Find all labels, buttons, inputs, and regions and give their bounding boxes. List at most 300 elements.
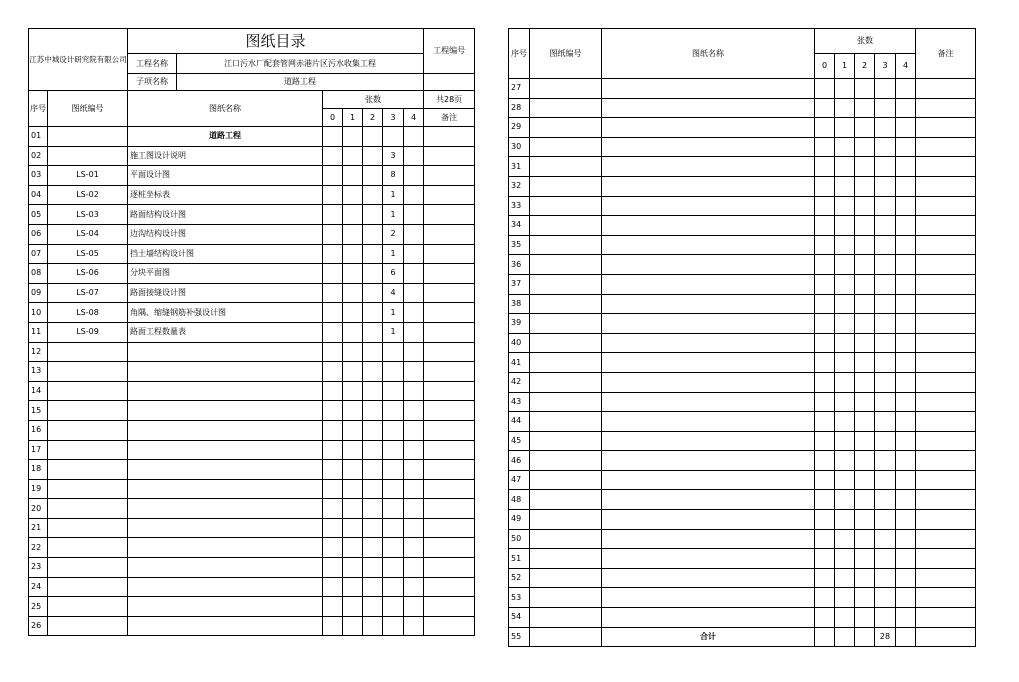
row-sheet-count-0 <box>323 342 343 362</box>
row-drawing-no <box>530 118 602 138</box>
row-drawing-name <box>128 479 323 499</box>
row-sheet-count-3 <box>875 137 896 157</box>
row-sheet-count-2 <box>855 294 875 314</box>
drawing-no-header-right: 图纸编号 <box>530 29 602 79</box>
row-sheet-count-3: 4 <box>383 283 404 303</box>
row-sheet-count-2 <box>855 353 875 373</box>
row-sheet-count-0 <box>323 166 343 186</box>
row-sheet-count-3 <box>875 274 896 294</box>
row-drawing-name <box>602 510 815 530</box>
row-drawing-name: 施工图设计说明 <box>128 146 323 166</box>
row-sheet-count-4 <box>404 616 424 636</box>
row-sheet-count-0 <box>815 529 835 549</box>
row-sheet-count-3 <box>383 127 404 147</box>
row-sheet-count-1 <box>835 470 855 490</box>
row-remark <box>424 224 475 244</box>
table-row <box>509 118 976 138</box>
row-seq: 38 <box>509 294 530 314</box>
row-sheet-count-3 <box>383 420 404 440</box>
row-sheet-count-3 <box>875 412 896 432</box>
row-sheet-count-4 <box>896 216 916 236</box>
row-sheet-count-2 <box>363 440 383 460</box>
row-sheet-count-4 <box>404 577 424 597</box>
page-title: 图纸目录 <box>128 29 424 54</box>
table-row <box>509 451 976 471</box>
row-sheet-count-1 <box>343 362 363 382</box>
row-sheet-count-2 <box>363 616 383 636</box>
sheet-digit-3-right: 3 <box>875 54 896 79</box>
row-remark <box>424 499 475 519</box>
row-drawing-name <box>602 314 815 334</box>
row-sheet-count-0 <box>323 558 343 578</box>
row-sheet-count-2 <box>855 255 875 275</box>
row-drawing-no: LS-03 <box>48 205 128 225</box>
row-drawing-name: 合计 <box>602 627 815 647</box>
row-sheet-count-4 <box>404 146 424 166</box>
row-sheet-count-3 <box>875 431 896 451</box>
row-remark <box>916 294 976 314</box>
row-seq: 25 <box>29 597 48 617</box>
row-seq: 49 <box>509 510 530 530</box>
row-seq: 01 <box>29 127 48 147</box>
row-sheet-count-3 <box>383 499 404 519</box>
row-remark <box>916 255 976 275</box>
row-seq: 47 <box>509 470 530 490</box>
row-sheet-count-0 <box>815 470 835 490</box>
drawing-index-table-right <box>508 28 976 647</box>
row-sheet-count-2 <box>855 157 875 177</box>
row-drawing-name <box>602 529 815 549</box>
row-drawing-no <box>48 460 128 480</box>
row-sheet-count-0 <box>815 353 835 373</box>
row-sheet-count-2 <box>363 420 383 440</box>
row-sheet-count-1 <box>835 98 855 118</box>
sheet-digit-0-right: 0 <box>815 54 835 79</box>
project-code-value <box>424 74 475 91</box>
row-sheet-count-2 <box>855 588 875 608</box>
row-drawing-no <box>48 401 128 421</box>
row-sheet-count-0 <box>323 283 343 303</box>
row-sheet-count-2 <box>855 510 875 530</box>
row-sheet-count-3 <box>383 616 404 636</box>
row-sheet-count-2 <box>363 322 383 342</box>
row-drawing-no <box>530 412 602 432</box>
row-sheet-count-0 <box>815 294 835 314</box>
table-row <box>29 264 475 284</box>
row-remark <box>916 176 976 196</box>
row-sheet-count-3 <box>383 558 404 578</box>
row-seq: 30 <box>509 137 530 157</box>
row-drawing-name <box>602 118 815 138</box>
row-remark <box>916 196 976 216</box>
row-sheet-count-3: 28 <box>875 627 896 647</box>
row-drawing-no <box>530 137 602 157</box>
row-remark <box>424 146 475 166</box>
row-drawing-name <box>602 235 815 255</box>
row-sheet-count-1 <box>343 283 363 303</box>
row-sheet-count-2 <box>855 79 875 99</box>
row-remark <box>916 608 976 628</box>
row-drawing-no <box>530 431 602 451</box>
row-sheet-count-3 <box>875 529 896 549</box>
table-row <box>29 460 475 480</box>
row-seq: 28 <box>509 98 530 118</box>
row-sheet-count-0 <box>323 460 343 480</box>
row-drawing-no <box>530 568 602 588</box>
sheet-count-header: 张数 <box>323 91 424 109</box>
row-sheet-count-0 <box>815 216 835 236</box>
row-sheet-count-0 <box>815 137 835 157</box>
table-row <box>29 362 475 382</box>
row-drawing-name: 分块平面图 <box>128 264 323 284</box>
row-sheet-count-4 <box>404 127 424 147</box>
drawing-index-table-left <box>28 28 475 636</box>
row-sheet-count-4 <box>896 549 916 569</box>
table-row <box>509 137 976 157</box>
row-sheet-count-1 <box>343 420 363 440</box>
row-sheet-count-1 <box>835 216 855 236</box>
row-seq: 50 <box>509 529 530 549</box>
row-sheet-count-0 <box>323 577 343 597</box>
row-remark <box>424 166 475 186</box>
right-rows <box>509 79 976 647</box>
row-sheet-count-1 <box>343 342 363 362</box>
table-row <box>509 608 976 628</box>
row-drawing-name <box>128 518 323 538</box>
row-sheet-count-0 <box>815 157 835 177</box>
row-sheet-count-2 <box>363 381 383 401</box>
row-sheet-count-0 <box>815 627 835 647</box>
table-row <box>29 303 475 323</box>
row-sheet-count-0 <box>323 538 343 558</box>
table-row <box>509 510 976 530</box>
table-row <box>509 568 976 588</box>
row-sheet-count-0 <box>323 205 343 225</box>
row-remark <box>916 529 976 549</box>
row-drawing-no <box>48 597 128 617</box>
row-seq: 43 <box>509 392 530 412</box>
row-seq: 16 <box>29 420 48 440</box>
row-sheet-count-2 <box>855 627 875 647</box>
row-remark <box>916 470 976 490</box>
row-sheet-count-3 <box>383 362 404 382</box>
row-sheet-count-3 <box>875 490 896 510</box>
row-sheet-count-0 <box>815 608 835 628</box>
row-seq: 09 <box>29 283 48 303</box>
row-sheet-count-0 <box>815 510 835 530</box>
row-sheet-count-1 <box>343 166 363 186</box>
total-pages: 共28页 <box>424 91 475 109</box>
row-seq: 54 <box>509 608 530 628</box>
row-drawing-name <box>602 216 815 236</box>
row-sheet-count-4 <box>404 440 424 460</box>
row-drawing-name: 角隅、缩缝钢筋补强设计图 <box>128 303 323 323</box>
row-sheet-count-2 <box>855 98 875 118</box>
row-drawing-no <box>530 490 602 510</box>
row-sheet-count-2 <box>363 499 383 519</box>
table-row <box>29 381 475 401</box>
row-sheet-count-4 <box>896 196 916 216</box>
row-drawing-no: LS-09 <box>48 322 128 342</box>
row-remark <box>916 333 976 353</box>
row-sheet-count-2 <box>855 235 875 255</box>
row-drawing-name <box>602 274 815 294</box>
row-sheet-count-4 <box>896 608 916 628</box>
row-seq: 46 <box>509 451 530 471</box>
table-row <box>29 538 475 558</box>
table-row <box>29 479 475 499</box>
drawing-name-header: 图纸名称 <box>128 91 323 127</box>
row-drawing-name <box>602 372 815 392</box>
row-sheet-count-4 <box>404 499 424 519</box>
row-sheet-count-1 <box>835 176 855 196</box>
row-remark <box>916 588 976 608</box>
row-sheet-count-1 <box>343 322 363 342</box>
row-drawing-name <box>602 333 815 353</box>
row-drawing-no <box>48 342 128 362</box>
table-row <box>509 98 976 118</box>
table-row <box>509 431 976 451</box>
row-sheet-count-4 <box>404 264 424 284</box>
row-remark <box>424 205 475 225</box>
row-sheet-count-4 <box>896 529 916 549</box>
row-drawing-no <box>48 127 128 147</box>
row-drawing-name <box>128 577 323 597</box>
table-row <box>509 412 976 432</box>
project-name-value: 江口污水厂配套管网赤港片区污水收集工程 <box>177 54 424 74</box>
row-sheet-count-3 <box>875 314 896 334</box>
row-sheet-count-2 <box>855 608 875 628</box>
row-seq: 29 <box>509 118 530 138</box>
sheet-digit-1: 1 <box>343 109 363 127</box>
row-drawing-name: 道路工程 <box>128 127 323 147</box>
row-sheet-count-0 <box>815 451 835 471</box>
row-sheet-count-2 <box>363 127 383 147</box>
row-sheet-count-0 <box>323 479 343 499</box>
row-sheet-count-2 <box>855 314 875 334</box>
row-drawing-no <box>530 294 602 314</box>
table-row <box>29 166 475 186</box>
row-remark <box>916 314 976 334</box>
row-sheet-count-4 <box>896 157 916 177</box>
row-drawing-no <box>530 176 602 196</box>
row-seq: 33 <box>509 196 530 216</box>
row-sheet-count-3: 2 <box>383 224 404 244</box>
row-sheet-count-1 <box>835 608 855 628</box>
row-sheet-count-0 <box>323 597 343 617</box>
row-drawing-no <box>530 588 602 608</box>
row-remark <box>916 137 976 157</box>
row-remark <box>916 353 976 373</box>
row-seq: 31 <box>509 157 530 177</box>
row-drawing-name: 边沟结构设计图 <box>128 224 323 244</box>
left-rows <box>29 127 475 636</box>
row-sheet-count-2 <box>855 216 875 236</box>
sheet-digit-4-right: 4 <box>896 54 916 79</box>
row-drawing-name <box>602 98 815 118</box>
row-seq: 36 <box>509 255 530 275</box>
row-drawing-no <box>48 479 128 499</box>
row-drawing-no: LS-04 <box>48 224 128 244</box>
row-sheet-count-1 <box>835 137 855 157</box>
row-sheet-count-1 <box>835 431 855 451</box>
row-sheet-count-4 <box>404 460 424 480</box>
row-sheet-count-3 <box>875 372 896 392</box>
table-row <box>29 342 475 362</box>
row-sheet-count-0 <box>323 146 343 166</box>
row-drawing-name <box>602 353 815 373</box>
row-sheet-count-4 <box>896 490 916 510</box>
row-sheet-count-2 <box>855 372 875 392</box>
subproject-label: 子项名称 <box>128 74 177 91</box>
row-remark <box>424 558 475 578</box>
row-remark <box>916 157 976 177</box>
table-row <box>509 157 976 177</box>
row-remark <box>424 479 475 499</box>
row-sheet-count-1 <box>835 529 855 549</box>
row-drawing-name <box>602 470 815 490</box>
row-sheet-count-1 <box>835 255 855 275</box>
row-sheet-count-4 <box>404 558 424 578</box>
row-drawing-name <box>602 176 815 196</box>
row-sheet-count-2 <box>855 392 875 412</box>
row-sheet-count-0 <box>323 499 343 519</box>
row-drawing-name <box>602 196 815 216</box>
row-sheet-count-2 <box>855 568 875 588</box>
row-remark <box>916 451 976 471</box>
row-sheet-count-1 <box>343 185 363 205</box>
remark-header-right: 备注 <box>916 29 976 79</box>
row-sheet-count-0 <box>323 401 343 421</box>
table-row <box>509 588 976 608</box>
row-seq: 21 <box>29 518 48 538</box>
row-sheet-count-2 <box>363 166 383 186</box>
row-sheet-count-4 <box>896 412 916 432</box>
row-seq: 20 <box>29 499 48 519</box>
row-drawing-no <box>48 616 128 636</box>
sheet-digit-3: 3 <box>383 109 404 127</box>
row-sheet-count-3 <box>383 577 404 597</box>
row-sheet-count-1 <box>835 372 855 392</box>
row-seq: 55 <box>509 627 530 647</box>
row-sheet-count-4 <box>896 431 916 451</box>
row-remark <box>916 392 976 412</box>
row-sheet-count-0 <box>815 372 835 392</box>
row-drawing-no <box>530 392 602 412</box>
row-seq: 05 <box>29 205 48 225</box>
row-drawing-no: LS-07 <box>48 283 128 303</box>
row-sheet-count-1 <box>343 244 363 264</box>
row-seq: 13 <box>29 362 48 382</box>
table-row <box>509 176 976 196</box>
row-seq: 37 <box>509 274 530 294</box>
row-sheet-count-2 <box>363 342 383 362</box>
row-sheet-count-0 <box>323 127 343 147</box>
row-seq: 23 <box>29 558 48 578</box>
row-drawing-no <box>48 538 128 558</box>
table-row <box>29 244 475 264</box>
row-remark <box>916 431 976 451</box>
row-remark <box>424 283 475 303</box>
row-drawing-name: 路面接缝设计图 <box>128 283 323 303</box>
row-sheet-count-0 <box>815 549 835 569</box>
row-sheet-count-1 <box>835 118 855 138</box>
row-remark <box>424 362 475 382</box>
row-drawing-name <box>128 440 323 460</box>
row-remark <box>916 510 976 530</box>
row-sheet-count-0 <box>815 79 835 99</box>
table-row <box>29 283 475 303</box>
row-drawing-name <box>602 412 815 432</box>
row-drawing-no <box>530 529 602 549</box>
row-sheet-count-4 <box>404 362 424 382</box>
row-sheet-count-0 <box>815 392 835 412</box>
row-sheet-count-4 <box>896 510 916 530</box>
drawing-name-header-right: 图纸名称 <box>602 29 815 79</box>
row-drawing-name <box>128 342 323 362</box>
row-sheet-count-1 <box>343 440 363 460</box>
row-drawing-name <box>128 558 323 578</box>
sheet-count-header-right: 张数 <box>815 29 916 54</box>
table-row <box>29 127 475 147</box>
row-sheet-count-4 <box>896 372 916 392</box>
row-sheet-count-3 <box>875 588 896 608</box>
row-sheet-count-0 <box>815 176 835 196</box>
row-seq: 02 <box>29 146 48 166</box>
row-seq: 07 <box>29 244 48 264</box>
row-sheet-count-0 <box>323 185 343 205</box>
row-sheet-count-2 <box>363 518 383 538</box>
table-row <box>509 216 976 236</box>
row-sheet-count-0 <box>323 264 343 284</box>
row-drawing-no <box>530 608 602 628</box>
row-drawing-name: 平面设计图 <box>128 166 323 186</box>
row-sheet-count-0 <box>323 303 343 323</box>
row-sheet-count-4 <box>896 470 916 490</box>
sheet-digit-4: 4 <box>404 109 424 127</box>
row-sheet-count-4 <box>896 255 916 275</box>
row-remark <box>424 538 475 558</box>
row-sheet-count-3 <box>875 294 896 314</box>
table-row <box>509 627 976 647</box>
row-sheet-count-0 <box>815 490 835 510</box>
row-drawing-name: 逐桩坐标表 <box>128 185 323 205</box>
row-sheet-count-4 <box>896 294 916 314</box>
row-drawing-no <box>48 381 128 401</box>
table-row <box>29 616 475 636</box>
row-sheet-count-1 <box>835 196 855 216</box>
row-sheet-count-1 <box>835 294 855 314</box>
row-drawing-no <box>530 98 602 118</box>
row-seq: 27 <box>509 79 530 99</box>
row-remark <box>916 412 976 432</box>
project-name-label: 工程名称 <box>128 54 177 74</box>
row-drawing-name <box>128 420 323 440</box>
row-sheet-count-0 <box>815 333 835 353</box>
row-sheet-count-4 <box>404 518 424 538</box>
row-drawing-name <box>602 490 815 510</box>
table-row <box>29 499 475 519</box>
company-name: 江苏中城设计研究院有限公司 <box>29 29 128 91</box>
row-sheet-count-3: 6 <box>383 264 404 284</box>
row-sheet-count-1 <box>343 577 363 597</box>
row-remark <box>424 577 475 597</box>
row-drawing-no: LS-06 <box>48 264 128 284</box>
row-sheet-count-1 <box>343 264 363 284</box>
drawing-no-header: 图纸编号 <box>48 91 128 127</box>
project-code-label: 工程编号 <box>424 29 475 74</box>
row-sheet-count-3 <box>383 440 404 460</box>
